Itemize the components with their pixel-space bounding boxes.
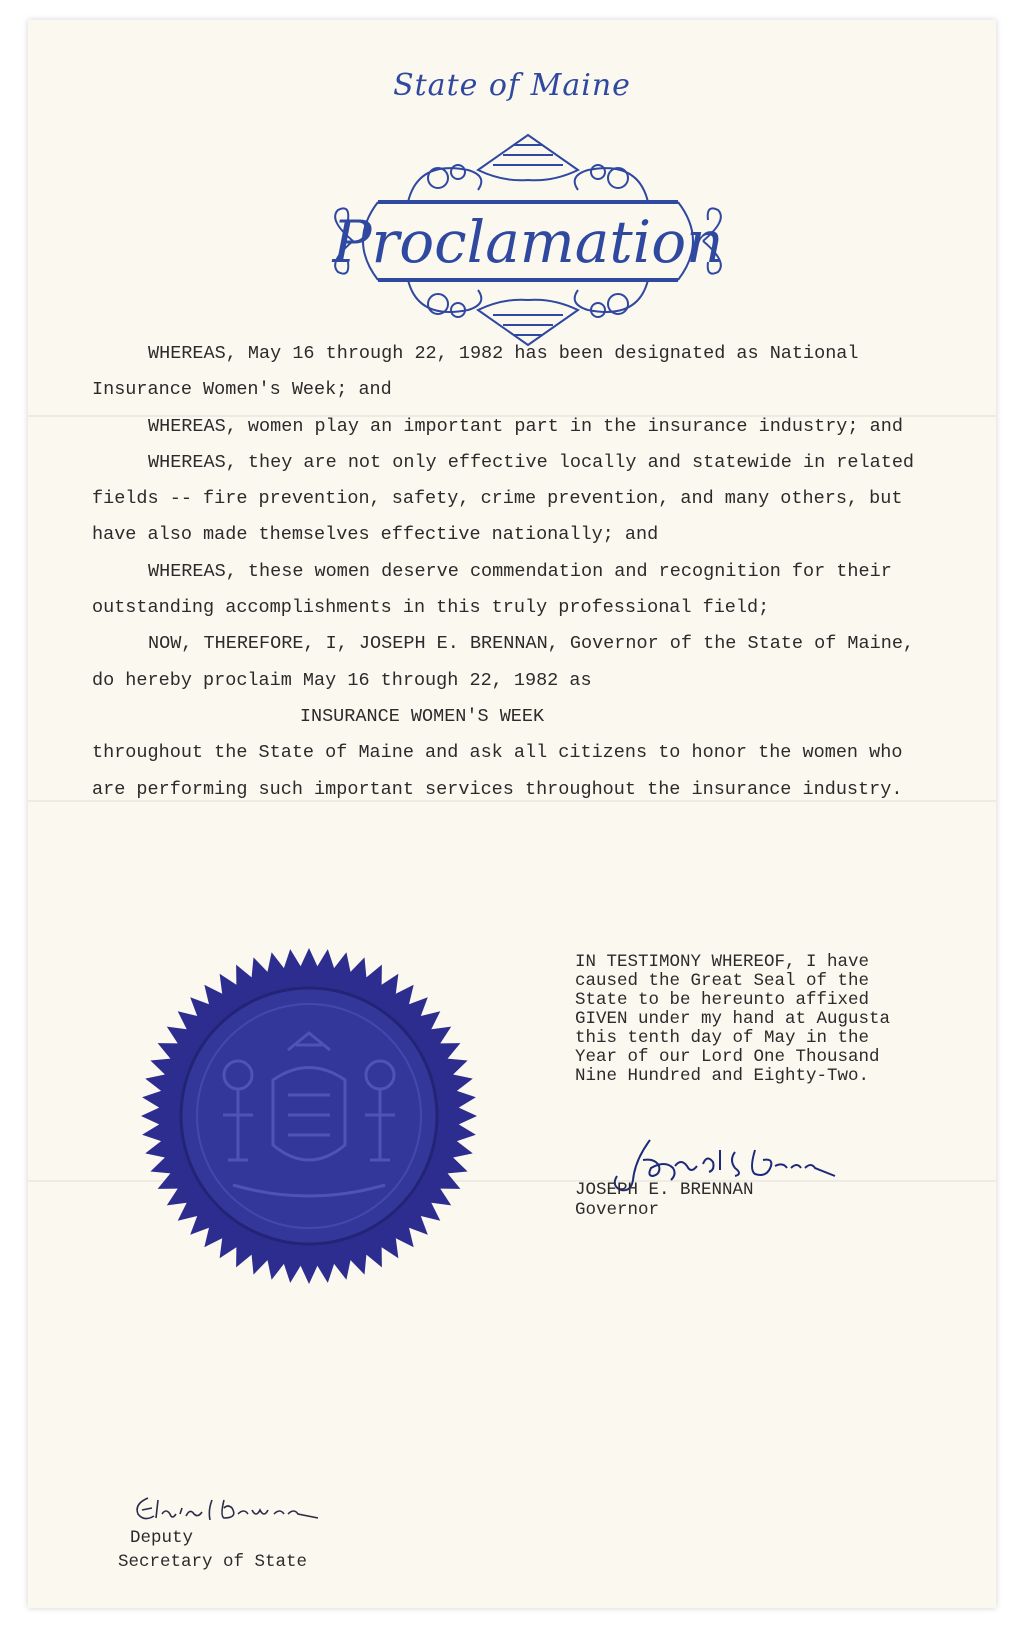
deputy-label: Deputy (130, 1528, 194, 1548)
seal-graphic (138, 945, 480, 1287)
closing-paragraph: throughout the State of Maine and ask all citizens to honor the women who are performing such important services throughout the insurance industry. (92, 742, 903, 800)
whereas-paragraph: WHEREAS, these women deserve commendation and recognition for their outstanding accomplishments in this truly professional field; (92, 560, 892, 619)
deputy-title: Secretary of State (118, 1552, 308, 1572)
proclamation-document (28, 20, 996, 1608)
whereas-paragraph: WHEREAS, women play an important part in the insurance industry; and (148, 415, 903, 437)
proclamation-body (92, 336, 922, 808)
governor-name: JOSEPH E. BRENNAN (575, 1180, 754, 1200)
proclaimed-week-title: INSURANCE WOMEN'S WEEK (299, 705, 545, 727)
whereas-paragraph: WHEREAS, May 16 through 22, 1982 has been designated as National Insurance Women's Week; and (92, 343, 859, 401)
governor-title: Governor (575, 1200, 660, 1220)
testimony-block: IN TESTIMONY WHEREOF, I have caused the Great Seal of the State to be hereunto affixed GIVEN under my hand at Augusta this tenth day of May in the Year of our Lord One Thousand Nine Hundred and Eighty-Two. (575, 952, 891, 1086)
great-seal-of-maine (138, 945, 480, 1287)
state-title: State of Maine (393, 68, 631, 103)
proclamation-heading: Proclamation (332, 208, 724, 276)
proclamation-cartouche (318, 120, 738, 360)
therefore-paragraph: NOW, THEREFORE, I, JOSEPH E. BRENNAN, Governor of the State of Maine, do hereby proclaim May 16 through 22, 1982 as (92, 633, 915, 691)
whereas-paragraph: WHEREAS, they are not only effective locally and statewide in related fields -- fire prevention, safety, crime prevention, and many others, but have also made themselves effective nationally; and (92, 451, 915, 546)
